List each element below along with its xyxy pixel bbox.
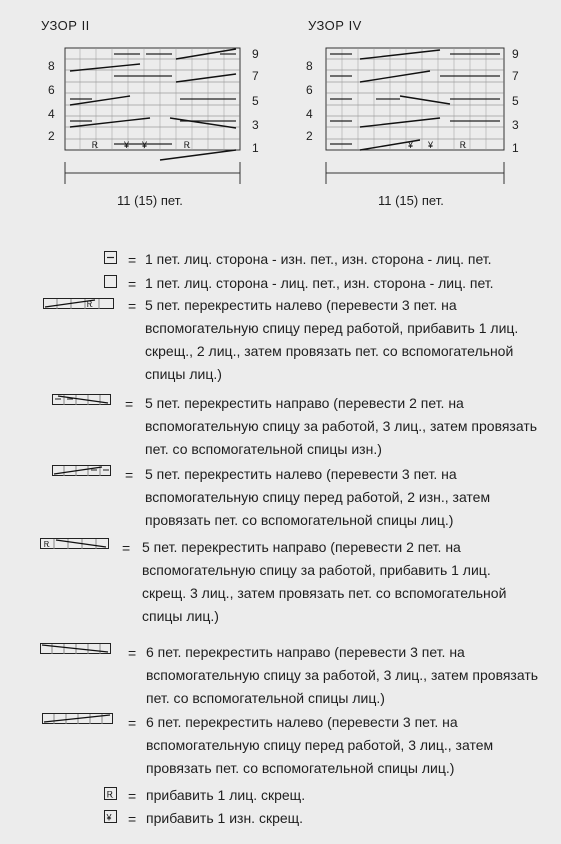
cross-5-right-inc-icon: [40, 538, 110, 550]
row-number: 2: [306, 129, 313, 143]
row-number: 2: [48, 129, 55, 143]
row-number: 6: [306, 83, 313, 97]
equals-sign: =: [128, 811, 137, 827]
chart-width-label: 11 (15) пет.: [117, 193, 183, 208]
row-number: 8: [306, 59, 313, 73]
equals-sign: =: [128, 788, 137, 804]
equals-sign: =: [128, 252, 137, 268]
row-number: 8: [48, 59, 55, 73]
legend-text: 5 пет. перекрестить налево (перевести 3 пет. на вспомогательную спицу перед работой, прибавить 1 лиц. скрещ., 2 лиц., затем провязать пет. со вспомогательной спицы лиц.): [145, 297, 519, 382]
legend-text: 5 пет. перекрестить направо (перевести 2 пет. на вспомогательную спицу за работой, 3 лиц., затем провязать пет. со вспомогательной спицы изн.): [145, 395, 538, 457]
chart-title-pattern-4: УЗОР IV: [308, 18, 362, 33]
cross-5-left-purl-icon: [52, 465, 112, 477]
row-number: 5: [512, 94, 519, 108]
purl-box-icon: [104, 251, 118, 265]
svg-text:Ꭱ: Ꭱ: [107, 789, 114, 800]
svg-text:¥: ¥: [428, 140, 434, 150]
row-number: 4: [306, 107, 313, 121]
row-number: 1: [512, 141, 519, 155]
row-number: 9: [512, 47, 519, 61]
svg-text:Ꭱ: Ꭱ: [460, 140, 467, 150]
svg-text:Ꭱ: Ꭱ: [44, 540, 51, 549]
svg-text:Ꭱ: Ꭱ: [184, 140, 191, 150]
equals-sign: =: [128, 715, 137, 731]
equals-sign: =: [128, 645, 137, 661]
cross-6-right-icon: [40, 643, 112, 655]
knit-inc-icon: [104, 787, 118, 801]
equals-sign: =: [122, 540, 131, 556]
svg-text:¥: ¥: [408, 140, 414, 150]
row-number: 7: [252, 69, 259, 83]
stitch-grid: [326, 48, 504, 150]
equals-sign: =: [128, 276, 137, 292]
row-number: 4: [48, 107, 55, 121]
equals-sign: =: [125, 396, 134, 412]
svg-text:¥: ¥: [124, 140, 130, 150]
cross-6-left-icon: [42, 713, 114, 725]
svg-text:Ꭱ: Ꭱ: [92, 140, 99, 150]
cross-5-right-icon: [52, 394, 112, 406]
purl-inc-icon: [104, 810, 118, 824]
legend-text: 6 пет. перекрестить направо (перевести 3 пет. на вспомогательную спицу за работой, 3 лиц., затем провязать пет. со вспомогательной спицы лиц.): [146, 644, 539, 706]
svg-text:¥: ¥: [142, 140, 148, 150]
svg-text:Ꭱ: Ꭱ: [87, 300, 94, 309]
legend-text: 5 пет. перекрестить налево (перевести 3 пет. на вспомогательную спицу перед работой, 2 изн., затем провязать пет. со вспомогательной спицы лиц.): [145, 466, 491, 528]
row-number: 6: [48, 83, 55, 97]
svg-text:¥: ¥: [106, 812, 112, 823]
row-number: 1: [252, 141, 259, 155]
row-number: 7: [512, 69, 519, 83]
legend-text: 1 пет. лиц. сторона - изн. пет., изн. сторона - лиц. пет.: [145, 251, 492, 267]
legend-text: 6 пет. перекрестить налево (перевести 3 пет. на вспомогательную спицу перед работой, 3 лиц., затем провязать пет. со вспомогательной спицы лиц.): [146, 714, 494, 776]
row-number: 3: [252, 118, 259, 132]
equals-sign: =: [125, 467, 134, 483]
row-number: 9: [252, 47, 259, 61]
cross-5-left-inc-icon: [43, 298, 115, 310]
chart-pattern-4: [300, 40, 540, 190]
equals-sign: =: [128, 298, 137, 314]
legend-text: 5 пет. перекрестить направо (перевести 2 пет. на вспомогательную спицу за работой, прибавить 1 лиц. скрещ. 3 лиц., затем провязать пет. со вспомогательной спицы лиц.): [142, 539, 507, 624]
row-number: 5: [252, 94, 259, 108]
chart-width-label: 11 (15) пет.: [378, 193, 444, 208]
legend-text: 1 пет. лиц. сторона - лиц. пет., изн. сторона - лиц. пет.: [145, 275, 494, 291]
chart-pattern-2: [40, 40, 272, 190]
legend-text: прибавить 1 изн. скрещ.: [146, 810, 304, 826]
stitch-grid: [65, 48, 240, 160]
chart-title-pattern-2: УЗОР II: [41, 18, 90, 33]
row-number: 3: [512, 118, 519, 132]
knit-box-icon: [104, 275, 118, 289]
legend-text: прибавить 1 лиц. скрещ.: [146, 787, 306, 803]
